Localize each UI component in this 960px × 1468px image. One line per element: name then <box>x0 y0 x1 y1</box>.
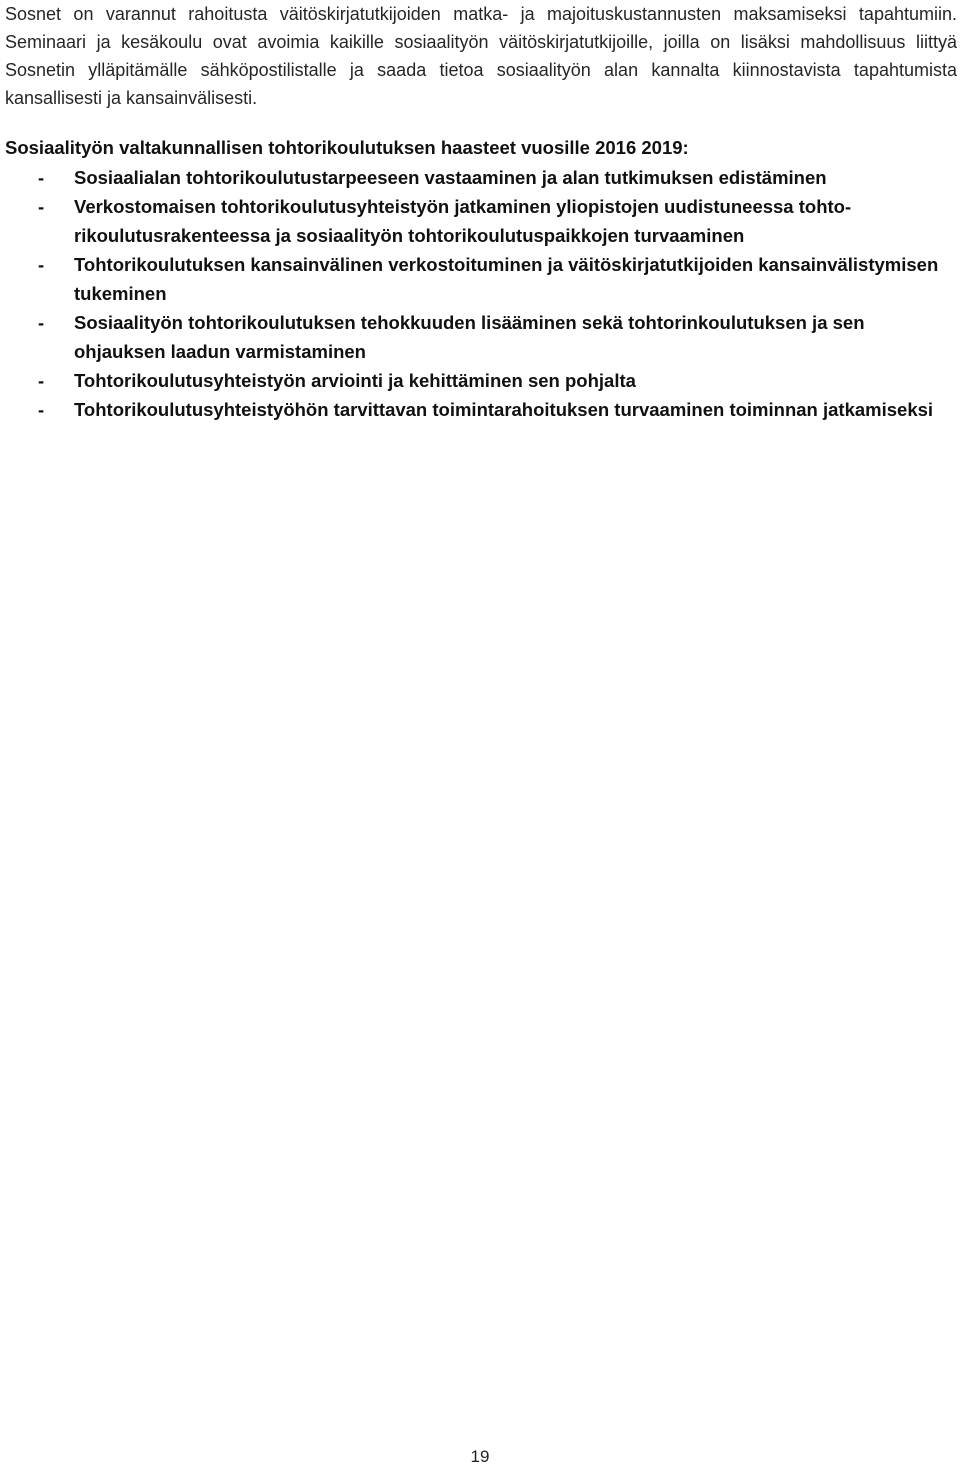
list-dash: - <box>38 312 45 333</box>
list-dash: - <box>38 370 45 391</box>
intro-paragraph: Sosnet on varannut rahoitusta väitöskirjatutkijoiden matka- ja majoituskustannusten maksamiseksi tapahtumiin. Seminaari ja kesäkoulu ovat avoimia kaikille sosiaalityön väitöskirjatutkijoille, joilla on lisäksi mahdollisuus liittyä Sosnetin ylläpitämälle sähköpostilistalle ja saada tietoa sosiaalityön alan kannalta kiinnostavista tapahtumista kansallisesti ja kansainvälisesti. <box>5 4 957 108</box>
list-item <box>5 192 955 250</box>
list-dash: - <box>38 167 45 188</box>
list-item <box>5 395 955 424</box>
page-number: 19 <box>470 1447 490 1466</box>
goals-list <box>5 163 955 424</box>
list-dash: - <box>38 196 45 217</box>
list-item-text: Tohtorikoulutuksen kansainvälinen verkostoituminen ja väitöskirjatutkijoiden kansainvälistymisen tukeminen <box>74 254 939 304</box>
list-dash: - <box>38 254 45 275</box>
list-dash: - <box>38 399 45 420</box>
list-item-text: Sosiaalityön tohtorikoulutuksen tehokkuuden lisääminen sekä tohtorinkoulutuksen ja sen ohjauksen laadun varmistaminen <box>74 312 865 362</box>
list-item-text: Tohtorikoulutusyhteistyön arviointi ja kehittäminen sen pohjalta <box>74 370 636 391</box>
list-item-text: Verkostomaisen tohtorikoulutusyhteistyön jatkaminen yliopistojen uudistuneessa tohtorikoulutusrakenteessa ja sosiaalityön tohtorikoulutuspaikkojen turvaaminen <box>74 196 852 246</box>
list-item <box>5 308 955 366</box>
list-item <box>5 250 955 308</box>
list-item <box>5 163 955 192</box>
list-item <box>5 366 955 395</box>
list-item-text: Tohtorikoulutusyhteistyöhön tarvittavan toimintarahoituksen turvaaminen toiminnan jatkamiseksi <box>74 399 934 420</box>
list-item-text: Sosiaalialan tohtorikoulutustarpeeseen vastaaminen ja alan tutkimuksen edistäminen <box>74 167 827 188</box>
goals-heading: Sosiaalityön valtakunnallisen tohtorikoulutuksen haasteet vuosille 2016 2019: <box>5 137 689 158</box>
